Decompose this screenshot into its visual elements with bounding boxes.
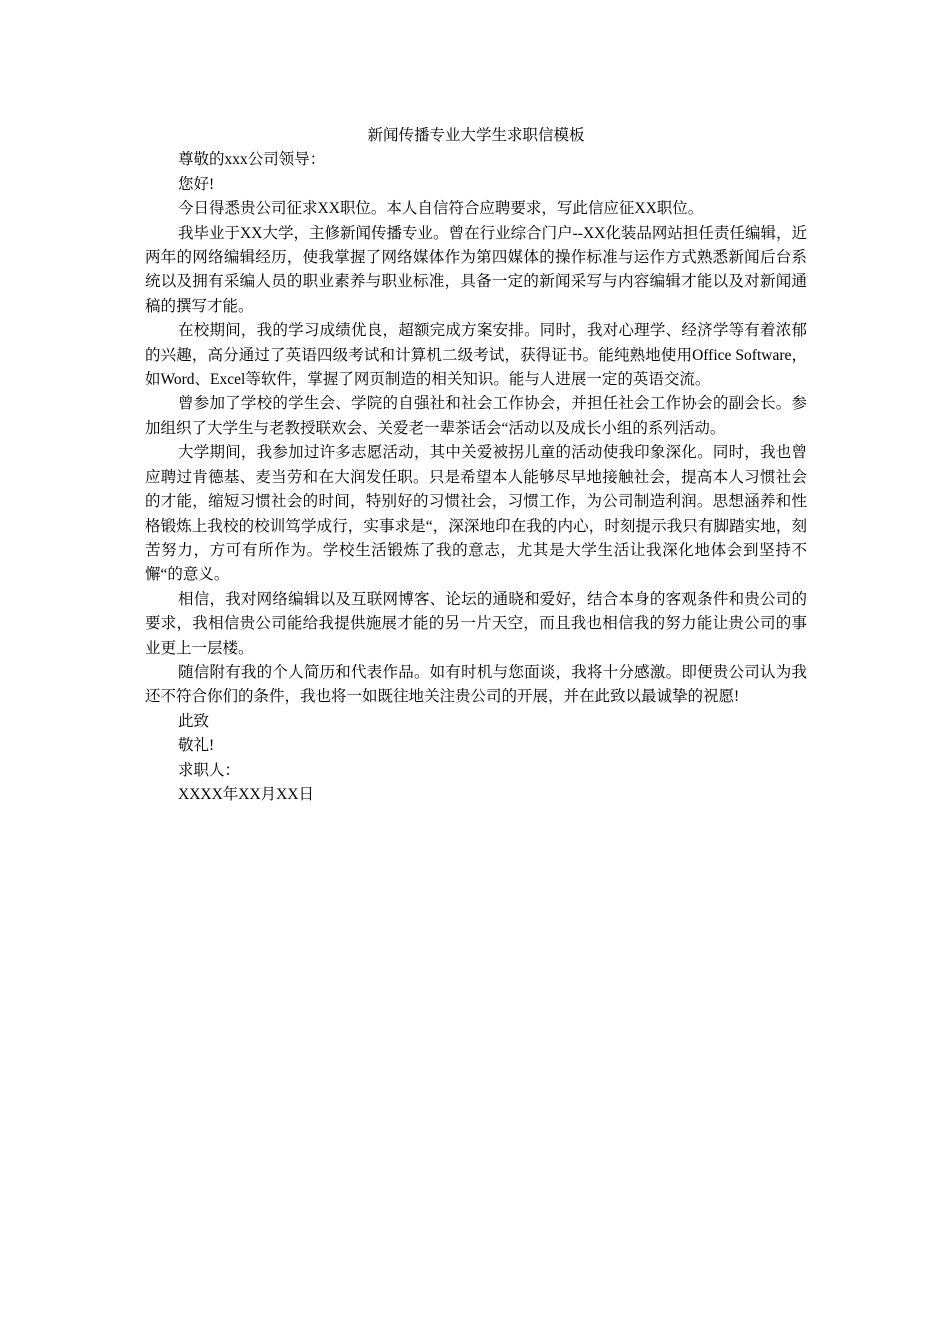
paragraph-school-performance: 在校期间，我的学习成绩优良，超额完成方案安排。同时，我对心理学、经济学等有着浓郁的兴趣，高分通过了英语四级考试和计算机二级考试，获得证书。能纯熟地使用Office Software，如Word、Excel等软件，掌握了网页制造的相关知识。能与人进展一定的英语交流。	[145, 322, 807, 389]
paragraph-attachments: 随信附有我的个人简历和代表作品。如有时机与您面谈，我将十分感激。即便贵公司认为我还不符合你们的条件，我也将一如既往地关注贵公司的开展，并在此致以最诚挚的祝愿!	[145, 663, 807, 706]
paragraph-student-activities: 曾参加了学校的学生会、学院的自强社和社会工作协会，并担任社会工作协会的副会长。参加组织了大学生与老教授联欢会、关爱老一辈茶话会“活动以及成长小组的系列活动。	[145, 395, 807, 437]
paragraph-confidence: 相信，我对网络编辑以及互联网博客、论坛的通晓和爱好，结合本身的客观条件和贵公司的要求，我相信贵公司能给我提供施展才能的另一片天空，而且我也相信我的努力能让贵公司的事业更上一层楼。	[145, 590, 807, 657]
salutation: 尊敬的xxx公司领导：	[178, 151, 326, 169]
paragraph-intro: 今日得悉贵公司征求XX职位。本人自信符合应聘要求，写此信应征XX职位。	[178, 200, 704, 218]
signature: 求职人：	[178, 761, 241, 779]
regards: 敬礼!	[178, 737, 215, 755]
document-title: 新闻传播专业大学生求职信模板	[367, 127, 585, 144]
closing: 此致	[178, 712, 210, 730]
document-page	[145, 124, 807, 807]
greeting: 您好!	[178, 175, 215, 193]
date: XXXX年XX月XX日	[178, 785, 315, 803]
paragraph-volunteer-work: 大学期间，我参加过许多志愿活动，其中关爱被拐儿童的活动使我印象深化。同时，我也曾应聘过肯德基、麦当劳和在大润发任职。只是希望本人能够尽早地接触社会，提高本人习惯社会的才能，缩短习惯社会的时间，特别好的习惯社会，习惯工作，为公司制造利润。思想涵养和性格锻炼上我校的校训笃学成行，实事求是“，深深地印在我的内心，时刻提示我只有脚踏实地，刻苦努力，方可有所作为。学校生活锻炼了我的意志，尤其是大学生活让我深化地体会到坚持不懈“的意义。	[145, 444, 807, 584]
paragraph-education-experience: 我毕业于XX大学，主修新闻传播专业。曾在行业综合门户--XX化装品网站担任责任编辑，近两年的网络编辑经历，使我掌握了网络媒体作为第四媒体的操作标准与运作方式熟悉新闻后台系统以及拥有采编人员的职业素养与职业标准，具备一定的新闻采写与内容编辑才能以及对新闻通稿的撰写才能。	[145, 224, 807, 315]
